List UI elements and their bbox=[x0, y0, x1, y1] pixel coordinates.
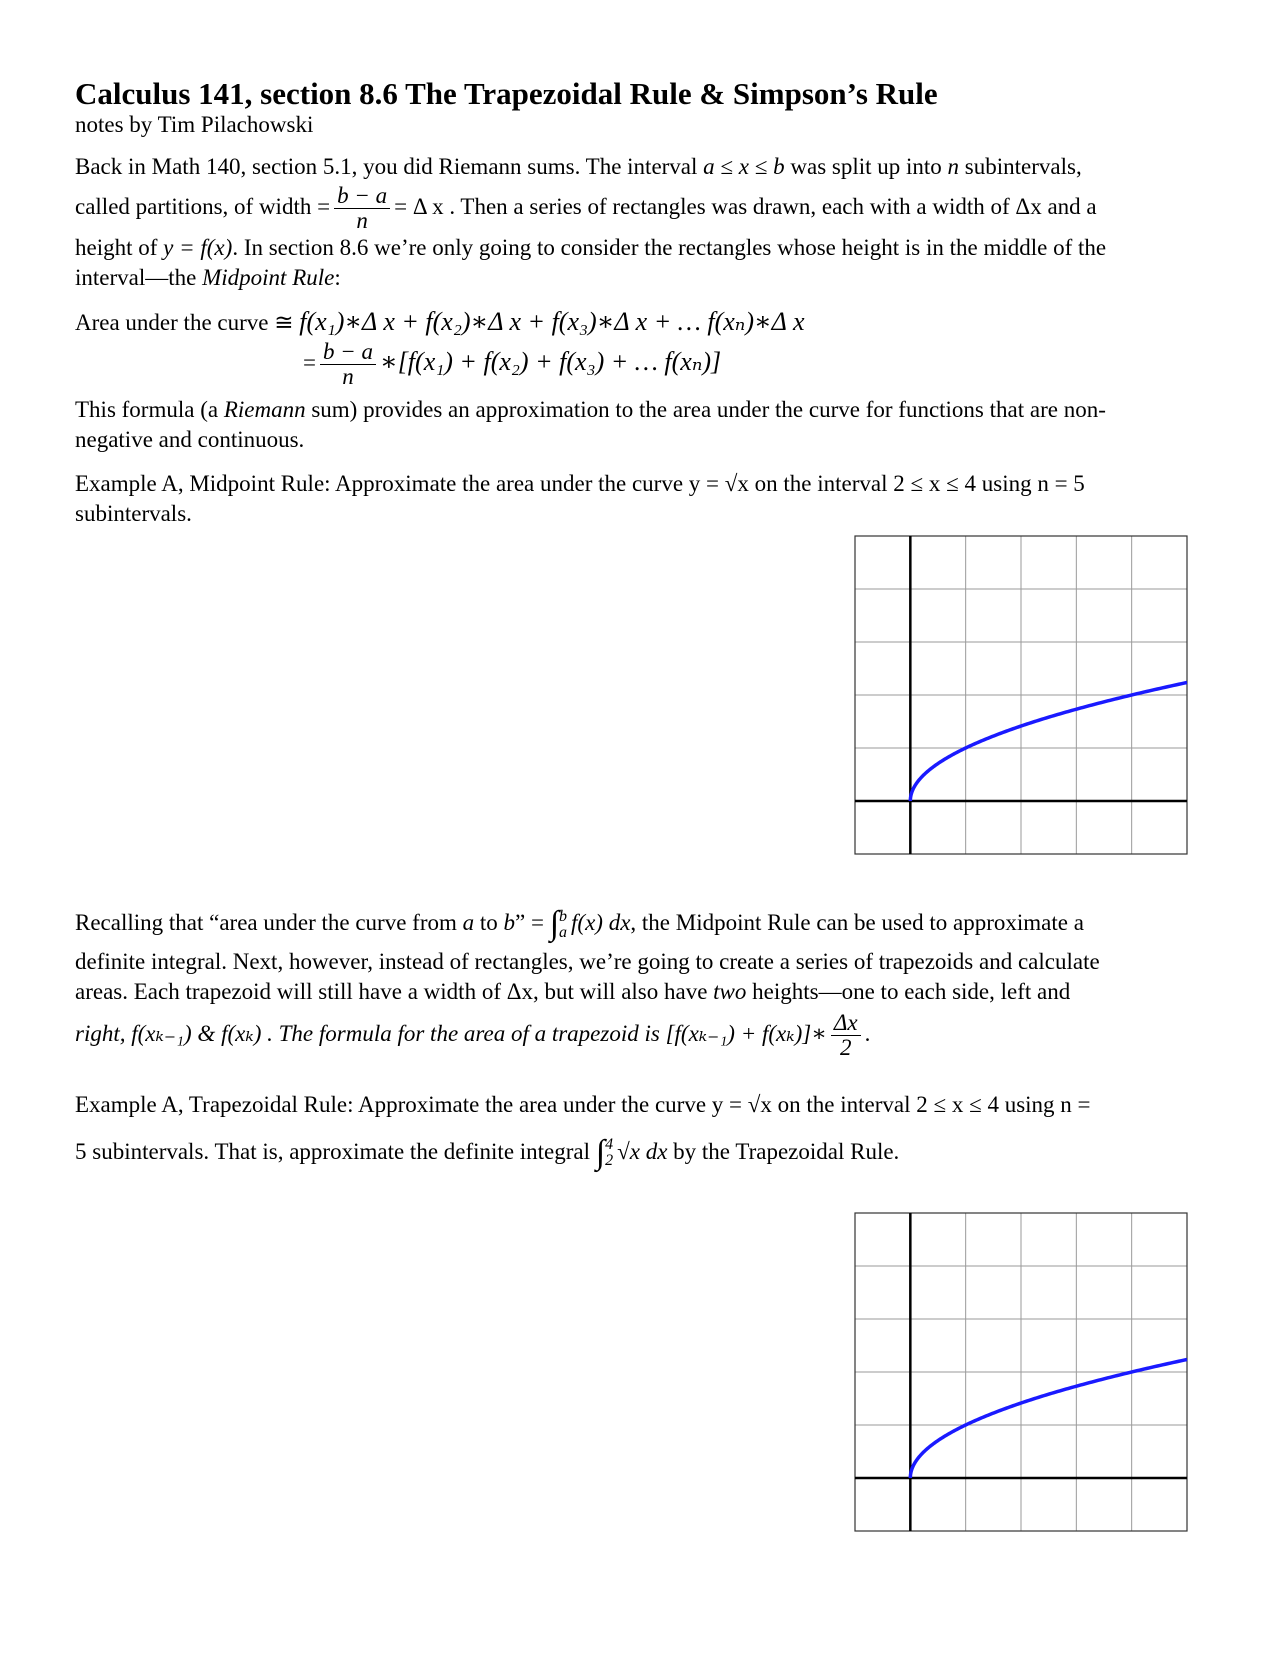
width-fraction: $\frac{b - a}{n}$ bbox=[334, 184, 390, 233]
recall-line-3: areas. Each trapezoid will still have a width of Δx, but will also have two heights—one to each side, left and bbox=[75, 978, 1071, 1004]
trapezoid-fraction: $\frac{\Delta x}{2}$ bbox=[831, 1011, 861, 1060]
area-formula-line-1: Area under the curve ≅ f(x₁)∗Δ x + f(x₂)∗Δ x + f(x₃)∗Δ x + … f(xₙ)∗Δ x bbox=[75, 307, 805, 336]
example-midpoint-line-2: subintervals. bbox=[75, 501, 192, 526]
graph-midpoint bbox=[854, 535, 1188, 855]
recall-line-2: definite integral. Next, however, instead of rectangles, we’re going to create a series of trapezoids and calculate bbox=[75, 948, 1100, 974]
sqrt-curve bbox=[910, 682, 1187, 801]
sqrt-curve bbox=[910, 1359, 1187, 1478]
byline: notes by Tim Pilachowski bbox=[75, 112, 314, 137]
intro-line-4: interval—the Midpoint Rule: bbox=[75, 265, 341, 290]
recall-line-4: right, f(xₖ₋₁) & f(xₖ) . The formula for the area of a trapezoid is [f(xₖ₋₁) + f(xₖ)]∗ $\frac{\Delta x}{2}$ . bbox=[75, 1009, 871, 1060]
integral-limits: b a bbox=[559, 907, 568, 941]
intro-line-1: Back in Math 140, section 5.1, you did Riemann sums. The interval a ≤ x ≤ b was split up into n subintervals, bbox=[75, 154, 1082, 179]
recall-line-1: Recalling that “area under the curve from a to b” = ∫ b a f(x) dx, the Midpoint Rule can be used to approximate a bbox=[75, 905, 1084, 942]
page-title: Calculus 141, section 8.6 The Trapezoidal Rule & Simpson’s Rule bbox=[75, 76, 938, 111]
integral-limits-2: 4 2 bbox=[605, 1136, 614, 1170]
intro-line-2: called partitions, of width = $\frac{b - a}{n}$ = Δ x . Then a series of rectangles was drawn, each with a width of Δx and a bbox=[75, 183, 1097, 233]
area-formula-line-2: = $\frac{b - a}{n}$ ∗[f(x₁) + f(x₂) + f(x₃) + … f(xₙ)] bbox=[303, 339, 722, 389]
intro-line-3: height of y = f(x). In section 8.6 we’re only going to consider the rectangles whose height is in the middle of the bbox=[75, 235, 1107, 260]
area-fraction: $\frac{b - a}{n}$ bbox=[320, 340, 376, 389]
riemann-line-1: This formula (a Riemann sum) provides an approximation to the area under the curve for functions that are non- bbox=[75, 397, 1106, 422]
example-trap-line-2: 5 subintervals. That is, approximate the definite integral ∫ 4 2 √x dx by the Trapezoidal Rule. bbox=[75, 1133, 900, 1171]
example-midpoint-line-1: Example A, Midpoint Rule: Approximate the area under the curve y = √x on the interval 2 ≤ x ≤ 4 using n = 5 bbox=[75, 471, 1085, 496]
graph-trapezoidal bbox=[854, 1212, 1188, 1532]
riemann-line-2: negative and continuous. bbox=[75, 427, 305, 452]
example-trap-line-1: Example A, Trapezoidal Rule: Approximate the area under the curve y = √x on the interval 2 ≤ x ≤ 4 using n = bbox=[75, 1091, 1091, 1117]
